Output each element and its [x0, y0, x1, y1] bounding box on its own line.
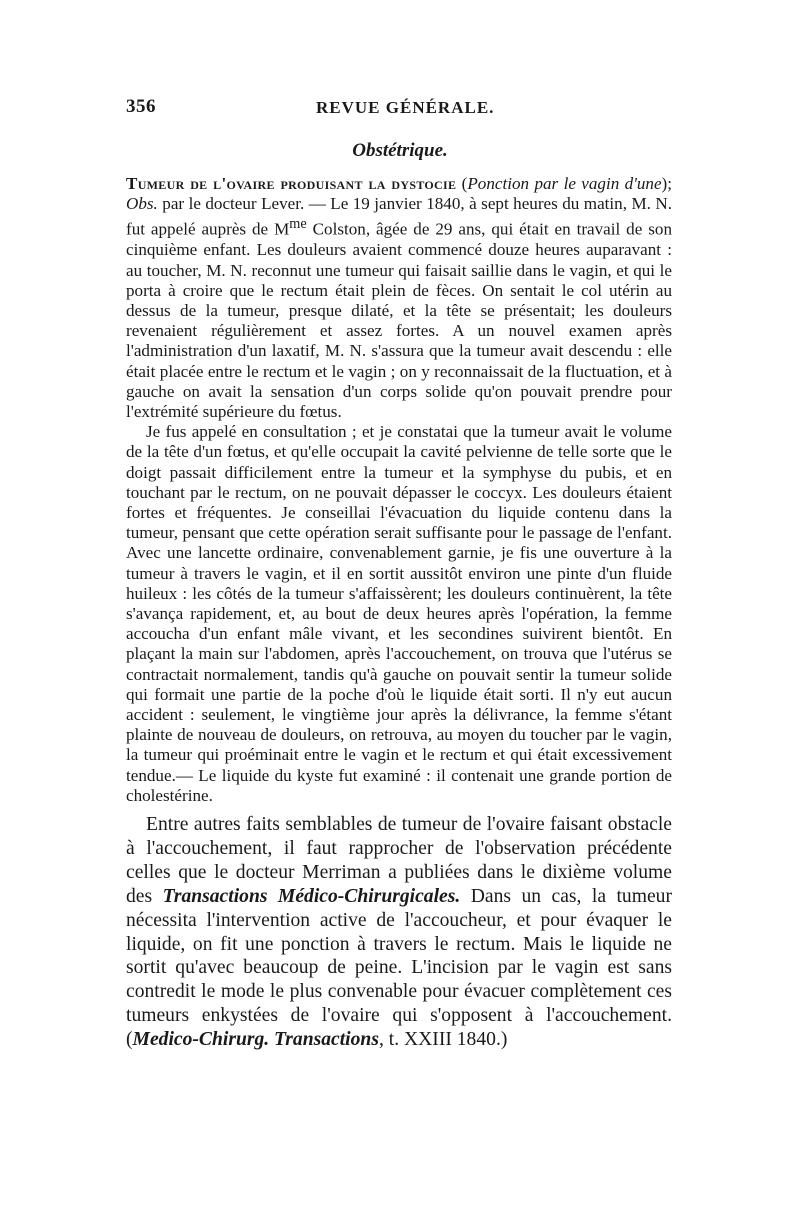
- obs-byline: par le docteur Lever. — Le 19 janvier 1840, à sept heures du matin, M. N. fut appelé auprès de M: [126, 194, 672, 240]
- heading-paren-open: (: [456, 174, 468, 193]
- commentary-paragraph: [126, 813, 672, 1052]
- commentary-text-2: Dans un cas, la tumeur nécessita l'intervention active de l'accoucheur, et pour évaquer le liquide, on fit une ponction à travers le rectum. Mais le liquide ne sortit qu'avec beaucoup de peine. L'incision par le vagin est sans contredit le mode le plus convenable pour évacuer complètement ces tumeurs enkystées de l'ovaire qui s'opposent à l'accouchement.: [126, 885, 672, 1027]
- obs-label: Obs.: [126, 194, 158, 214]
- citation-rest: , t. XXIII 1840.): [378, 1029, 508, 1051]
- case-paragraph-1: [126, 174, 672, 422]
- citation-open: (: [126, 1029, 133, 1051]
- heading-after: );: [661, 174, 672, 193]
- journal-title-2: Medico-Chirurg. Transactions: [132, 1029, 379, 1051]
- para1-text: Colston, âgée de 29 ans, qui était en travail de son cinquième enfant. Les douleurs avaient commencé douze heures auparavant : au toucher, M. N. reconnut une tumeur qui faisait saillie dans le vagin, et qui le porta à croire que le rectum était plein de fèces. On sentait le col utérin au dessus de la tumeur, presque dilaté, et la tête se présentait; les douleurs revenaient régulièrement et assez fortes. A un nouvel examen après l'administration d'un laxatif, M. N. s'assura que la tumeur avait descendu : elle était placée entre le rectum et le vagin ; on y reconnaissait de la fluctuation, et à gauche on avait la sensation d'un corps solide qu'on pouvait prendre pour l'extrémité supérieure du fœtus.: [126, 220, 672, 421]
- journal-title-1: Transactions Médico-Chirurgicales.: [162, 885, 461, 907]
- article-heading: Tumeur de l'ovaire produisant la dystocie: [126, 174, 457, 193]
- article-body: [126, 174, 672, 1052]
- case-paragraph-2: Je fus appelé en consultation ; et je constatai que la tumeur avait le volume de la tête d'un fœtus, et qu'elle occupait la cavité pelvienne de telle sorte que le doigt passait difficilement entre la tumeur et la symphyse du pubis, et en touchant par le rectum, on ne pouvait dépasser le coccyx. Les douleurs étaient fortes et fréquentes. Je conseillai l'évacuation du liquide contenu dans la tumeur, pensant que cette opération serait suffisante pour le passage de l'enfant. Avec une lancette ordinaire, convenablement garnie, je fis une ouverture à la tumeur à travers le vagin, et il en sortit aussitôt environ une pinte d'un fluide huileux : les côtés de la tumeur s'affaissèrent; les douleurs continuèrent, la tête s'avança rapidement, et, au bout de deux heures après l'opération, la femme accoucha d'un enfant mâle vivant, et les secondines suivirent bientôt. En plaçant la main sur l'abdomen, après l'accouchement, on trouva que l'utérus se contractait normalement, tandis qu'à gauche on pouvait sentir la tumeur solide qui formait une partie de la poche d'où le liquide était sorti. Il n'y eut aucun accident : seulement, le vingtième jour après la délivrance, la femme s'étant plainte de nouveau de douleurs, on retrouva, au moyen du toucher par le vagin, la tumeur qui proéminait entre le vagin et le rectum et qui était excessivement tendue.— Le liquide du kyste fut examiné : il contenait une grande portion de cholestérine.: [126, 422, 672, 805]
- running-title: REVUE GÉNÉRALE.: [316, 98, 495, 117]
- page-number: 356: [126, 96, 156, 117]
- article-subtitle: Ponction par le vagin d'une: [467, 174, 662, 193]
- commentary-text-1: Entre autres faits semblables de tumeur de l'ovaire faisant obstacle à l'accouchement, il faut rapprocher de l'observation précédente celles que le docteur Merriman a publiées dans le dixième volume des: [126, 813, 672, 907]
- title-superscript: me: [289, 216, 307, 233]
- section-title: Obstétrique.: [352, 140, 448, 161]
